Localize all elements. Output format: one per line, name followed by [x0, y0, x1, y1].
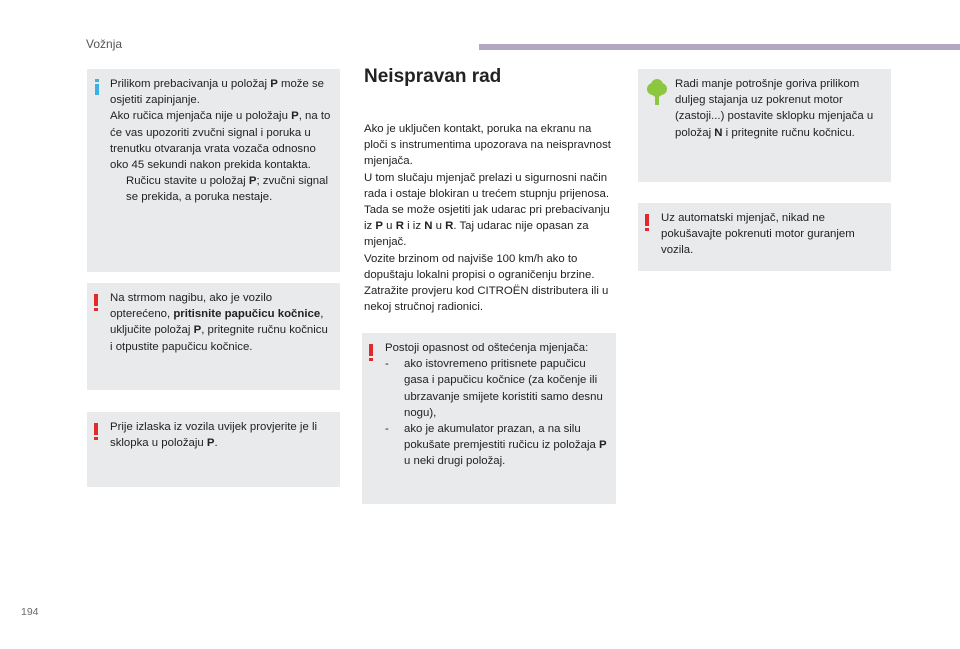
- bullet-arrow-icon: [110, 173, 126, 205]
- warning-text-exit: Prije izlaska iz vozila uvijek provjerite je li sklopka u položaju P.: [110, 421, 318, 450]
- eco-tree-icon: [646, 79, 668, 105]
- body-paragraph-2: U tom slučaju mjenjač prelazi u sigurnosni način rada i ostaje blokiran u trećem stupnju prijenosa. Tada se može osjetiti jak udarac pri prebacivanju iz P u R i iz N u R. Taj udarac nije opasan za mjenjač.: [364, 171, 610, 249]
- warning-icon: [645, 214, 649, 231]
- warning-box-damage: [362, 333, 616, 504]
- dash-marker: -: [385, 358, 389, 371]
- warning-damage-item-2: - ako je akumulator prazan, a na silu pokušate premjestiti ručicu iz položaja P u neki drugi položaj.: [385, 421, 608, 470]
- eco-text: Radi manje potrošnje goriva prilikom duljeg stajanja uz pokrenut motor (zastoji...) postavite sklopku mjenjača u položaj N i pritegnite ručnu kočnicu.: [675, 78, 874, 139]
- body-paragraph-4: Zatražite provjeru kod CITROËN distributera ili u nekoj stručnoj radionici.: [364, 285, 609, 314]
- warning-icon: [94, 294, 98, 311]
- body-text: [364, 121, 616, 315]
- warning-text-slope: Na strmom nagibu, ako je vozilo opterećeno, pritisnite papučicu kočnice, uključite položaj P, pritegnite ručnu kočnicu i otpustite papučicu kočnice.: [110, 292, 328, 353]
- body-paragraph-3: Vozite brzinom od najviše 100 km/h ako to dopuštaju lokalni propisi o ograničenju brzine.: [364, 252, 595, 281]
- bullet-text: Ručicu stavite u položaj P; zvučni signal se prekida, a poruka nestaje.: [126, 175, 328, 204]
- warning-text-push: Uz automatski mjenjač, nikad ne pokušavajte pokrenuti motor guranjem vozila.: [661, 212, 855, 257]
- body-paragraph-1: Ako je uključen kontakt, poruka na ekranu na ploči s instrumentima upozorava na neispravnost mjenjača.: [364, 123, 611, 168]
- dash-marker: -: [385, 423, 389, 436]
- info-box-p-position: [87, 69, 340, 272]
- info-bullet-item: [110, 173, 332, 205]
- warning-damage-item-1: - ako istovremeno pritisnete papučicu gasa i papučicu kočnice (za kočenje ili ubrzavanje smijete koristiti samo desnu nogu),: [385, 356, 608, 421]
- info-text-2: Ako ručica mjenjača nije u položaju P, na to će vas upozoriti zvučni signal i poruka u trenutku otvaranja vrata vozača odnosno oko 45 sekundi nakon prekida kontakta.: [110, 110, 331, 172]
- header-bar: [479, 44, 960, 50]
- warning-box-slope: [87, 283, 340, 390]
- warning-box-exit: [87, 412, 340, 487]
- warning-icon: [94, 423, 98, 440]
- page-number: 194: [21, 606, 39, 618]
- eco-box-fuel: [638, 69, 891, 182]
- info-icon: [95, 79, 99, 94]
- section-title: Neispravan rad: [364, 66, 502, 87]
- header-title: Vožnja: [86, 37, 123, 51]
- warning-damage-intro: Postoji opasnost od oštećenja mjenjača:: [385, 342, 589, 354]
- warning-icon: [369, 344, 373, 361]
- warning-box-push-start: [638, 203, 891, 271]
- info-text-1: Prilikom prebacivanja u položaj P može se osjetiti zapinjanje.: [110, 78, 325, 107]
